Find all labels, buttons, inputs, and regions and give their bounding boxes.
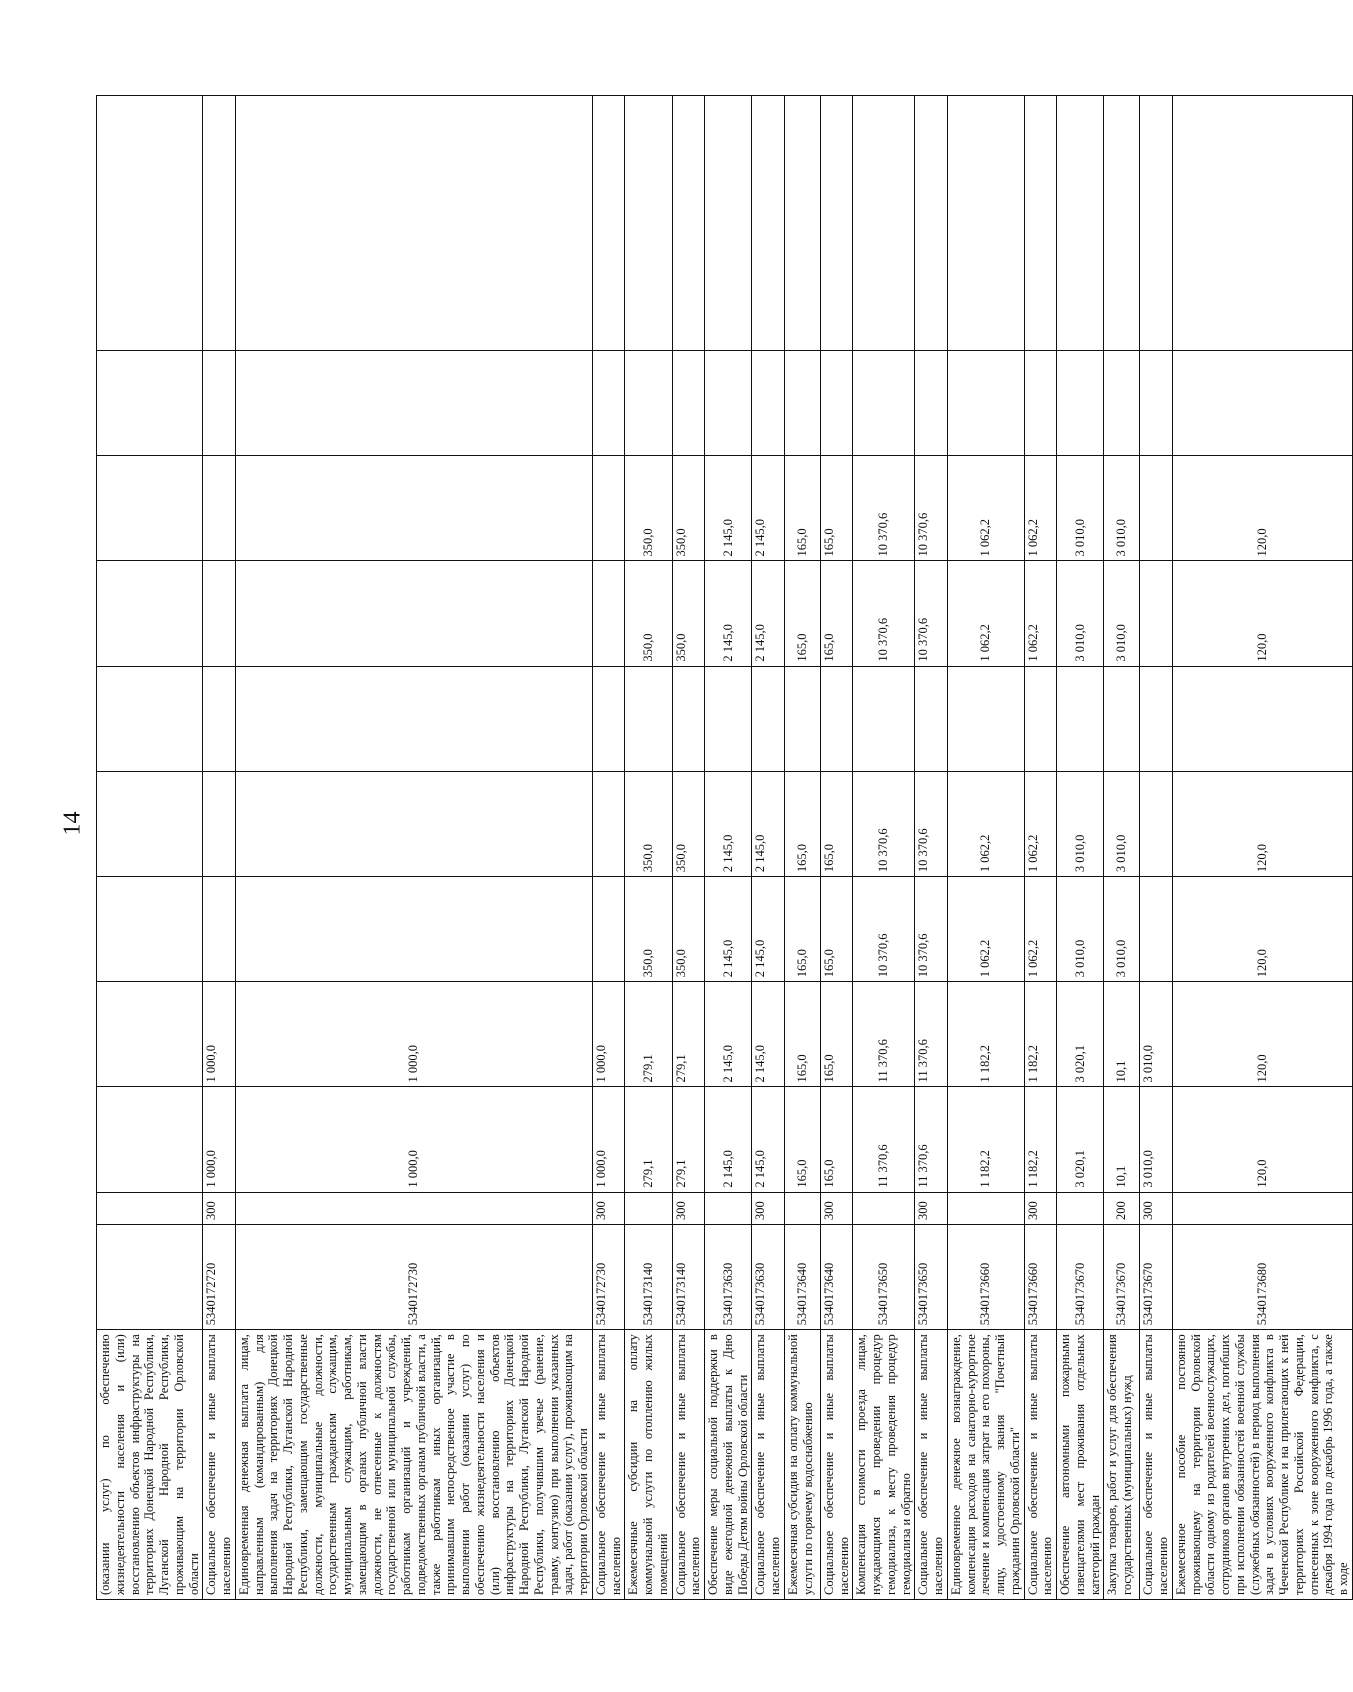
row-value-6: 1 062,2: [947, 561, 1024, 666]
row-value-9: [915, 96, 948, 351]
row-value-6: [235, 561, 592, 666]
row-value-2: 1 000,0: [203, 982, 236, 1087]
row-value-7: 1 062,2: [1024, 456, 1057, 561]
row-value-8: [752, 351, 785, 456]
row-value-7: [235, 456, 592, 561]
row-expense-type: 200: [1104, 1192, 1140, 1224]
budget-table: [96, 95, 1353, 1600]
row-value-9: [1024, 96, 1057, 351]
row-expense-type: [625, 1192, 672, 1224]
row-value-2: 1 000,0: [235, 982, 592, 1087]
row-expense-type: [784, 1192, 820, 1224]
row-code: 5340173640: [820, 1225, 853, 1330]
row-code: 5340173640: [784, 1225, 820, 1330]
row-value-2: 1 000,0: [592, 982, 625, 1087]
row-value-2: 11 370,6: [853, 982, 915, 1087]
row-value-4: 165,0: [784, 771, 820, 876]
row-value-7: [592, 456, 625, 561]
row-expense-type: [97, 1192, 203, 1224]
row-value-1: 279,1: [672, 1087, 705, 1192]
row-value-4: 1 062,2: [1024, 771, 1057, 876]
row-value-1: 1 182,2: [947, 1087, 1024, 1192]
row-description: Обеспечение меры социальной поддержки в виде ежегодной денежной выплаты к Дню Победы Детям войны Орловской области: [705, 1330, 752, 1600]
row-code: 5340173630: [705, 1225, 752, 1330]
row-value-6: 350,0: [625, 561, 672, 666]
row-value-8: [705, 351, 752, 456]
row-description: Социальное обеспечение и иные выплаты населению: [1140, 1330, 1173, 1600]
row-value-4: 3 010,0: [1104, 771, 1140, 876]
row-value-3: 10 370,6: [853, 877, 915, 982]
row-value-7: [1140, 456, 1173, 561]
row-value-5: [853, 666, 915, 771]
row-value-4: 120,0: [1172, 771, 1352, 876]
row-value-7: 165,0: [784, 456, 820, 561]
row-value-7: 3 010,0: [1057, 456, 1104, 561]
row-value-7: 120,0: [1172, 456, 1352, 561]
row-value-4: 165,0: [820, 771, 853, 876]
table-row: [1024, 96, 1057, 1600]
row-value-5: [752, 666, 785, 771]
row-value-3: 1 062,2: [947, 877, 1024, 982]
row-value-9: [235, 96, 592, 351]
row-value-5: [672, 666, 705, 771]
row-value-2: 120,0: [1172, 982, 1352, 1087]
row-expense-type: [947, 1192, 1024, 1224]
row-value-7: 1 062,2: [947, 456, 1024, 561]
row-value-5: [625, 666, 672, 771]
row-value-2: 2 145,0: [752, 982, 785, 1087]
row-value-2: 279,1: [672, 982, 705, 1087]
row-value-4: [203, 771, 236, 876]
row-value-1: 1 000,0: [592, 1087, 625, 1192]
row-value-2: 165,0: [820, 982, 853, 1087]
row-value-4: 350,0: [672, 771, 705, 876]
row-value-1: 165,0: [784, 1087, 820, 1192]
row-value-8: [915, 351, 948, 456]
row-value-4: [97, 771, 203, 876]
row-value-8: [1104, 351, 1140, 456]
row-value-3: 350,0: [672, 877, 705, 982]
row-value-7: 350,0: [625, 456, 672, 561]
row-code: [97, 1225, 203, 1330]
row-description: Социальное обеспечение и иные выплаты населению: [672, 1330, 705, 1600]
row-value-1: 1 182,2: [1024, 1087, 1057, 1192]
row-value-1: 1 000,0: [203, 1087, 236, 1192]
row-value-3: [235, 877, 592, 982]
row-value-2: 1 182,2: [947, 982, 1024, 1087]
row-expense-type: [705, 1192, 752, 1224]
row-value-6: 165,0: [784, 561, 820, 666]
table-row: [752, 96, 785, 1600]
row-value-7: 165,0: [820, 456, 853, 561]
table-row: [592, 96, 625, 1600]
row-value-1: 120,0: [1172, 1087, 1352, 1192]
row-value-7: 2 145,0: [752, 456, 785, 561]
row-code: 5340173650: [915, 1225, 948, 1330]
row-value-3: 3 010,0: [1057, 877, 1104, 982]
row-value-8: [853, 351, 915, 456]
row-description: Ежемесячное пособие постоянно проживающему на территории Орловской области одному из родителей военнослужащих, сотрудников органов внутренних дел, погибших при исполнении обязанностей военной службы (служебных обязанностей) в период выполнения задач в условиях вооруженного конфликта в Чеченской Республике и на прилегающих к ней территориях Российской Федерации, отнесенных к зоне вооруженного конфликта, с декабря 1994 года по декабрь 1996 года, а также в ходе: [1172, 1330, 1352, 1600]
table-body: [97, 96, 1353, 1600]
table-row: [915, 96, 948, 1600]
row-code: 5340173670: [1140, 1225, 1173, 1330]
row-value-9: [672, 96, 705, 351]
row-expense-type: [1172, 1192, 1352, 1224]
row-value-8: [203, 351, 236, 456]
table-row: [1140, 96, 1173, 1600]
row-value-6: [592, 561, 625, 666]
row-value-3: [592, 877, 625, 982]
row-value-6: 2 145,0: [705, 561, 752, 666]
row-description: Социальное обеспечение и иные выплаты населению: [915, 1330, 948, 1600]
row-value-7: 3 010,0: [1104, 456, 1140, 561]
row-value-8: [1172, 351, 1352, 456]
row-value-1: 11 370,6: [853, 1087, 915, 1192]
row-value-4: [592, 771, 625, 876]
table-row: [820, 96, 853, 1600]
row-value-7: 10 370,6: [915, 456, 948, 561]
row-code: 5340173140: [625, 1225, 672, 1330]
row-value-6: 2 145,0: [752, 561, 785, 666]
row-value-9: [1104, 96, 1140, 351]
row-expense-type: 300: [203, 1192, 236, 1224]
row-value-2: 11 370,6: [915, 982, 948, 1087]
row-value-5: [705, 666, 752, 771]
row-code: 5340173660: [947, 1225, 1024, 1330]
row-value-6: 10 370,6: [915, 561, 948, 666]
row-description: (оказании услуг) по обеспечению жизнедеятельности населения и (или) восстановлению объектов инфраструктуры на территориях Донецкой Народной Республики, Луганской Народной Республики, проживающим на территории Орловской области: [97, 1330, 203, 1600]
row-value-3: [97, 877, 203, 982]
row-value-3: 120,0: [1172, 877, 1352, 982]
row-code: 5340172730: [235, 1225, 592, 1330]
row-code: 5340173660: [1024, 1225, 1057, 1330]
row-description: Социальное обеспечение и иные выплаты населению: [752, 1330, 785, 1600]
row-value-2: 165,0: [784, 982, 820, 1087]
row-value-8: [97, 351, 203, 456]
row-value-1: 165,0: [820, 1087, 853, 1192]
row-value-9: [947, 96, 1024, 351]
row-description: Единовременная денежная выплата лицам, направленным (командированным) для выполнения задач на территориях Донецкой Народной Республики, Луганской Народной Республики, замещающим государственные должности, муниципальные должности, государственным гражданским служащим, муниципальным служащим, работникам, замещающим в органах публичной власти должности, не отнесенные к должностям государственной или муниципальной службы, работникам организаций и учреждений, подведомственных органам публичной власти, а также работникам иных организаций, принимавшим непосредственное участие в выполнении работ (оказании услуг) по обеспечению жизнедеятельности населения и (или) восстановлению объектов инфраструктуры на территориях Донецкой Народной Республики, Луганской Народной Республики, получившим увечье (ранение, травму, контузию) при выполнении указанных задач, работ (оказании услуг), проживающим на территории Орловской области: [235, 1330, 592, 1600]
row-value-5: [235, 666, 592, 771]
row-value-5: [784, 666, 820, 771]
row-value-6: 1 062,2: [1024, 561, 1057, 666]
row-value-1: 11 370,6: [915, 1087, 948, 1192]
row-value-2: 10,1: [1104, 982, 1140, 1087]
row-code: 5340172720: [203, 1225, 236, 1330]
row-value-6: 3 010,0: [1057, 561, 1104, 666]
row-value-3: 2 145,0: [752, 877, 785, 982]
row-value-9: [625, 96, 672, 351]
row-value-6: [203, 561, 236, 666]
row-value-6: 120,0: [1172, 561, 1352, 666]
row-value-2: 3 020,1: [1057, 982, 1104, 1087]
row-expense-type: 300: [915, 1192, 948, 1224]
row-value-7: 350,0: [672, 456, 705, 561]
row-expense-type: 300: [592, 1192, 625, 1224]
row-description: Компенсация стоимости проезда лицам, нуждающимся в проведении процедур гемодиализа, к месту проведения процедур гемодиализа и обратно: [853, 1330, 915, 1600]
row-description: Закупка товаров, работ и услуг для обеспечения государственных (муниципальных) нужд: [1104, 1330, 1140, 1600]
row-value-1: 1 000,0: [235, 1087, 592, 1192]
table-row: [203, 96, 236, 1600]
page-number: 14: [59, 811, 86, 836]
row-value-5: [97, 666, 203, 771]
row-value-5: [1172, 666, 1352, 771]
row-value-4: 350,0: [625, 771, 672, 876]
row-description: Ежемесячная субсидия на оплату коммунальной услуги по горячему водоснабжению: [784, 1330, 820, 1600]
row-value-3: 10 370,6: [915, 877, 948, 982]
row-code: 5340173670: [1104, 1225, 1140, 1330]
row-value-3: 165,0: [820, 877, 853, 982]
row-value-6: [97, 561, 203, 666]
row-code: 5340173140: [672, 1225, 705, 1330]
row-value-8: [235, 351, 592, 456]
row-value-1: 3 020,1: [1057, 1087, 1104, 1192]
row-value-2: 3 010,0: [1140, 982, 1173, 1087]
row-value-5: [915, 666, 948, 771]
row-value-9: [592, 96, 625, 351]
row-value-1: 279,1: [625, 1087, 672, 1192]
row-value-7: 2 145,0: [705, 456, 752, 561]
row-value-8: [1024, 351, 1057, 456]
row-value-5: [947, 666, 1024, 771]
row-value-8: [947, 351, 1024, 456]
row-value-2: [97, 982, 203, 1087]
row-value-8: [1140, 351, 1173, 456]
row-description: Обеспечение автономными пожарными извещателями мест проживания отдельных категорий граждан: [1057, 1330, 1104, 1600]
row-value-5: [1140, 666, 1173, 771]
row-value-1: 2 145,0: [705, 1087, 752, 1192]
row-value-3: 1 062,2: [1024, 877, 1057, 982]
row-value-3: 165,0: [784, 877, 820, 982]
row-value-4: [235, 771, 592, 876]
row-value-9: [705, 96, 752, 351]
table-row: [947, 96, 1024, 1600]
row-value-4: [1140, 771, 1173, 876]
row-value-3: 3 010,0: [1104, 877, 1140, 982]
row-value-3: [203, 877, 236, 982]
row-value-7: 10 370,6: [853, 456, 915, 561]
row-value-9: [853, 96, 915, 351]
row-value-5: [1057, 666, 1104, 771]
row-value-1: [97, 1087, 203, 1192]
row-value-9: [784, 96, 820, 351]
row-value-2: 1 182,2: [1024, 982, 1057, 1087]
row-expense-type: [235, 1192, 592, 1224]
row-value-9: [1140, 96, 1173, 351]
row-value-9: [752, 96, 785, 351]
row-value-4: 10 370,6: [915, 771, 948, 876]
row-value-8: [672, 351, 705, 456]
row-value-3: [1140, 877, 1173, 982]
table-row: [235, 96, 592, 1600]
row-value-8: [820, 351, 853, 456]
row-expense-type: 300: [820, 1192, 853, 1224]
row-value-4: 1 062,2: [947, 771, 1024, 876]
row-value-9: [203, 96, 236, 351]
row-expense-type: 300: [752, 1192, 785, 1224]
row-value-2: 279,1: [625, 982, 672, 1087]
row-value-8: [592, 351, 625, 456]
row-description: Социальное обеспечение и иные выплаты населению: [820, 1330, 853, 1600]
table-row: [1104, 96, 1140, 1600]
row-value-9: [1172, 96, 1352, 351]
row-value-8: [784, 351, 820, 456]
row-value-7: [203, 456, 236, 561]
table-row: [784, 96, 820, 1600]
table-row: [1057, 96, 1104, 1600]
row-value-4: 3 010,0: [1057, 771, 1104, 876]
row-value-4: 10 370,6: [853, 771, 915, 876]
row-description: Социальное обеспечение и иные выплаты населению: [1024, 1330, 1057, 1600]
row-code: 5340173680: [1172, 1225, 1352, 1330]
row-value-4: 2 145,0: [705, 771, 752, 876]
row-expense-type: 300: [1140, 1192, 1173, 1224]
row-value-6: [1140, 561, 1173, 666]
row-value-3: 350,0: [625, 877, 672, 982]
row-value-7: [97, 456, 203, 561]
row-value-6: 350,0: [672, 561, 705, 666]
row-expense-type: 300: [672, 1192, 705, 1224]
table-row: [97, 96, 203, 1600]
row-value-6: 3 010,0: [1104, 561, 1140, 666]
table-row: [672, 96, 705, 1600]
table-row: [705, 96, 752, 1600]
row-value-5: [203, 666, 236, 771]
row-value-5: [592, 666, 625, 771]
row-value-9: [1057, 96, 1104, 351]
row-value-1: 2 145,0: [752, 1087, 785, 1192]
row-value-5: [1024, 666, 1057, 771]
row-expense-type: [1057, 1192, 1104, 1224]
table-row: [625, 96, 672, 1600]
row-value-8: [1057, 351, 1104, 456]
row-expense-type: 300: [1024, 1192, 1057, 1224]
row-description: Единовременное денежное вознаграждение, компенсация расходов на санаторно-курортное лечение и компенсация затрат на его похороны, лицу, удостоенному звания "Почетный гражданин Орловской области": [947, 1330, 1024, 1600]
row-expense-type: [853, 1192, 915, 1224]
row-value-2: 2 145,0: [705, 982, 752, 1087]
table-row: [1172, 96, 1352, 1600]
row-value-6: 165,0: [820, 561, 853, 666]
row-value-3: 2 145,0: [705, 877, 752, 982]
row-value-9: [97, 96, 203, 351]
row-code: 5340173670: [1057, 1225, 1104, 1330]
row-description: Ежемесячные субсидии на оплату коммунальной услуги по отоплению жилых помещений: [625, 1330, 672, 1600]
row-description: Социальное обеспечение и иные выплаты населению: [592, 1330, 625, 1600]
row-code: 5340172730: [592, 1225, 625, 1330]
row-code: 5340173630: [752, 1225, 785, 1330]
row-value-6: 10 370,6: [853, 561, 915, 666]
row-value-5: [820, 666, 853, 771]
row-description: Социальное обеспечение и иные выплаты населению: [203, 1330, 236, 1600]
row-value-1: 10,1: [1104, 1087, 1140, 1192]
row-value-9: [820, 96, 853, 351]
row-code: 5340173650: [853, 1225, 915, 1330]
table-row: [853, 96, 915, 1600]
row-value-1: 3 010,0: [1140, 1087, 1173, 1192]
row-value-5: [1104, 666, 1140, 771]
row-value-8: [625, 351, 672, 456]
row-value-4: 2 145,0: [752, 771, 785, 876]
rotated-table-wrapper: [96, 95, 1350, 1600]
